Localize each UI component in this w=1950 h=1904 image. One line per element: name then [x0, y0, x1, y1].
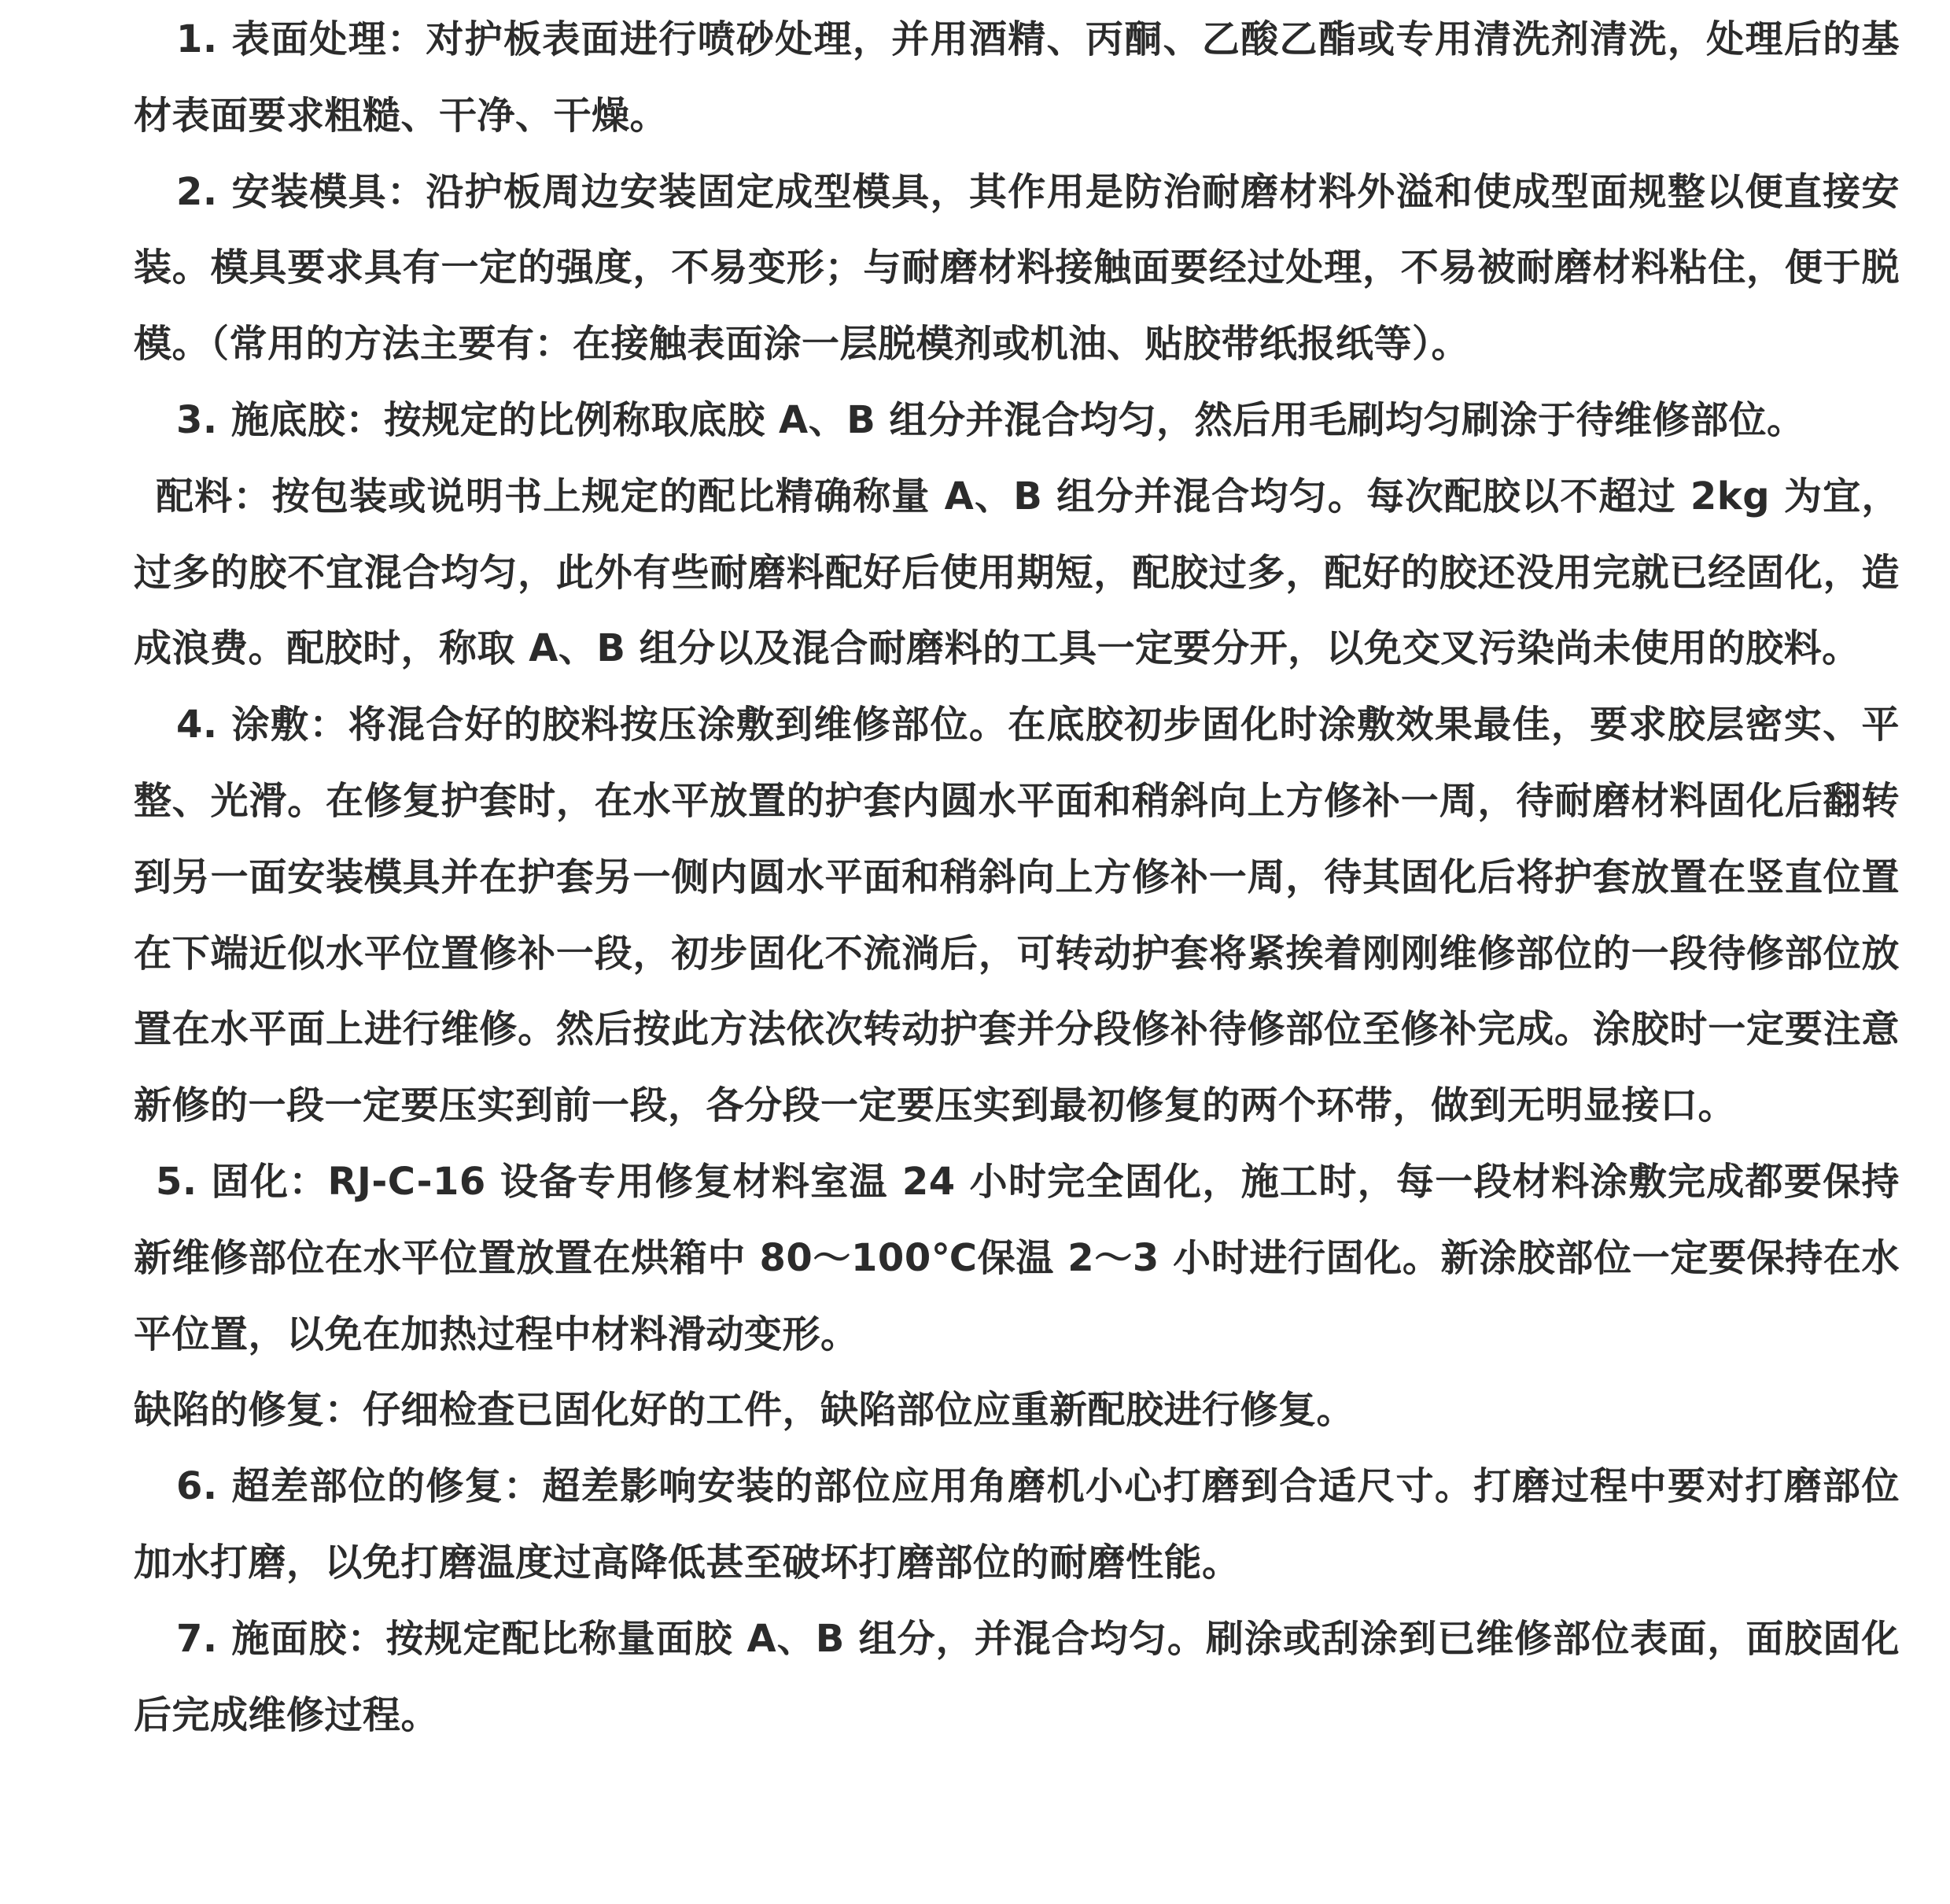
- paragraph-step-5-curing: 5. 固化：RJ-C-16 设备专用修复材料室温 24 小时完全固化，施工时，每一段材料涂敷完成都要保持新维修部位在水平位置放置在烘箱中 80～100℃保温 2～3 小时进行固化。新涂胶部位一定要保持在水平位置，以免在加热过程中材料滑动变形。: [134, 1159, 1900, 1356]
- paragraph-step-2-install-mold: 2. 安装模具：沿护板周边安装固定成型模具，其作用是防治耐磨材料外溢和使成型面规整以便直接安装。模具要求具有一定的强度，不易变形；与耐磨材料接触面要经过处理，不易被耐磨材料粘住，便于脱模。（常用的方法主要有：在接触表面涂一层脱模剂或机油、贴胶带纸报纸等）。: [134, 169, 1900, 367]
- paragraph-step-7-apply-topcoat: 7. 施面胶：按规定配比称量面胶 A、B 组分，并混合均匀。刷涂或刮涂到已维修部位表面，面胶固化后完成维修过程。: [134, 1616, 1900, 1737]
- paragraph-defect-repair-note: 缺陷的修复：仔细检查已固化好的工件，缺陷部位应重新配胶进行修复。: [134, 1388, 1355, 1433]
- paragraph-step-6-out-of-tolerance-repair: 6. 超差部位的修复：超差影响安装的部位应用角磨机小心打磨到合适尺寸。打磨过程中要对打磨部位加水打磨，以免打磨温度过高降低甚至破坏打磨部位的耐磨性能。: [134, 1464, 1900, 1585]
- paragraph-step-3-apply-primer: 3. 施底胶：按规定的比例称取底胶 A、B 组分并混合均匀，然后用毛刷均匀刷涂于待维修部位。: [176, 397, 1805, 442]
- paragraph-mixing-note: 配料：按包装或说明书上规定的配比精确称量 A、B 组分并混合均匀。每次配胶以不超过 2kg 为宜，过多的胶不宜混合均匀，此外有些耐磨料配好后使用期短，配胶过多，配好的胶还没用完就已经固化，造成浪费。配胶时，称取 A、B 组分以及混合耐磨料的工具一定要分开，以免交叉污染尚未使用的胶料。: [134, 474, 1900, 671]
- paragraph-step-1-surface-treatment: 1. 表面处理：对护板表面进行喷砂处理，并用酒精、丙酮、乙酸乙酯或专用清洗剂清洗，处理后的基材表面要求粗糙、干净、干燥。: [134, 17, 1900, 138]
- paragraph-step-4-apply-coating: 4. 涂敷：将混合好的胶料按压涂敷到维修部位。在底胶初步固化时涂敷效果最佳，要求胶层密实、平整、光滑。在修复护套时，在水平放置的护套内圆水平面和稍斜向上方修补一周，待耐磨材料固化后翻转到另一面安装模具并在护套另一侧内圆水平面和稍斜向上方修补一周，待其固化后将护套放置在竖直位置在下端近似水平位置修补一段，初步固化不流淌后，可转动护套将紧挨着刚刚维修部位的一段待修部位放置在水平面上进行维修。然后按此方法依次转动护套并分段修补待修部位至修补完成。涂胶时一定要注意新修的一段一定要压实到前一段，各分段一定要压实到最初修复的两个环带，做到无明显接口。: [134, 703, 1900, 1128]
